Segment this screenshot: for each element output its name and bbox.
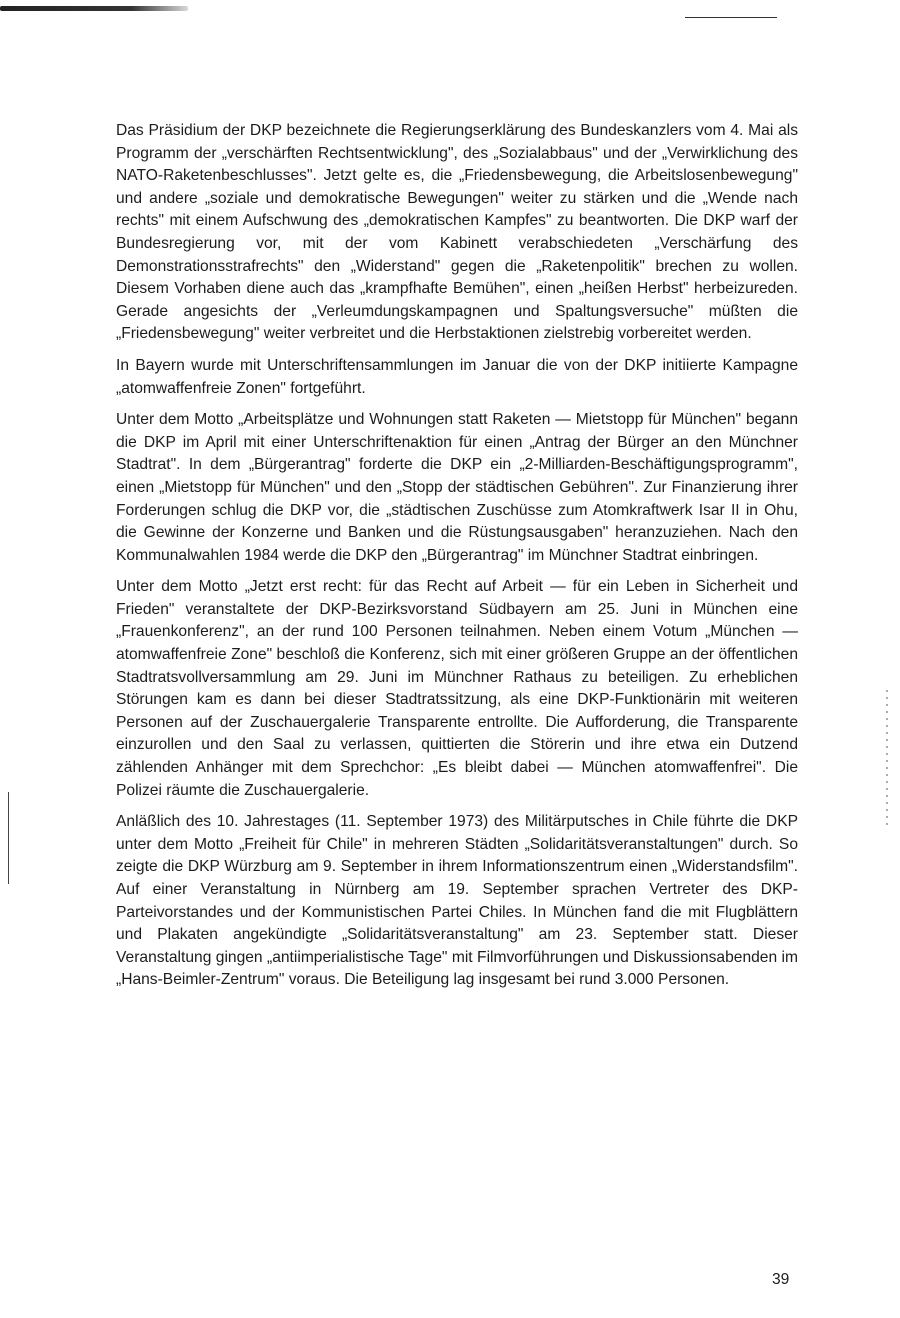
paragraph-bayern-kampagne: In Bayern wurde mit Unterschriftensammlungen im Januar die von der DKP initiierte Kampagne „atomwaffenfreie Zonen" fortgeführt. [116,356,798,397]
paragraph-frauenkonferenz: Unter dem Motto „Jetzt erst recht: für das Recht auf Arbeit — für ein Leben in Sicherheit und Frieden" veranstaltete der DKP-Bezirksvorstand Südbayern am 25. Juni in München eine „Frauenkonferenz", an der rund 100 Personen teilnahmen. Neben einem Votum „München — atomwaffenfreie Zone" beschloß die Konferenz, sich mit einer größeren Gruppe an der öffentlichen Stadtratsvollversammlung am 29. Juni im Münchner Rathaus zu beteiligen. Zu erheblichen Störungen kam es dann bei dieser Stadtratssitzung, als eine DKP-Funktionärin mit weiteren Personen auf der Zuschauergalerie Transparente entrollte. Die Aufforderung, die Transparente einzurollen und den Saal zu verlassen, quittierten die Störerin und ihre etwa ein Dutzend zählenden Anhänger mit dem Sprechchor: „Es bleibt dabei — München atomwaffenfrei". Die Polizei räumte die Zuschauergalerie. [116,578,798,799]
scan-dots-right-margin [886,690,888,825]
page-number: 39 [772,1271,790,1288]
paragraph-dkp-praesidium: Das Präsidium der DKP bezeichnete die Regierungserklärung des Bundeskanzlers vom 4. Mai als Programm der „verschärften Rechtsentwicklung", des „Sozialabbaus" und der „Verwirklichung des NATO-Raketenbeschlusses". Jetzt gelte es, die „Friedensbewegung, die Arbeitslosenbewegung" und andere „soziale und demokratische Bewegungen" weiter zu stärken und die „Wende nach rechts" mit einem Aufschwung des „demokratischen Kampfes" zu beantworten. Die DKP warf der Bundesregierung vor, mit der vom Kabinett verabschiedeten „Verschärfung des Demonstrationsstrafrechts" den „Widerstand" gegen die „Raketenpolitik" brechen zu wollen. Diesem Vorhaben diene auch das „krampfhafte Bemühen", einen „heißen Herbst" herbeizureden. Gerade angesichts der „Verleumdungskampagnen und Spaltungsversuche" müßten die „Friedensbewegung" weiter verbreitet und die Herbstaktionen zielstrebig vorbereitet werden. [116,122,798,343]
scan-mark-top-left [0,6,188,11]
margin-line-left [8,792,9,884]
scan-rule-top-right [685,17,777,18]
paragraph-muenchen-buergerantrag: Unter dem Motto „Arbeitsplätze und Wohnungen statt Raketen — Mietstopp für München" begann die DKP im April mit einer Unterschriftenaktion für einen „Antrag der Bürger an den Münchner Stadtrat". In dem „Bürgerantrag" forderte die DKP ein „2-Milliarden-Beschäftigungsprogramm", einen „Mietstopp für München" und den „Stopp der städtischen Gebühren". Zur Finanzierung ihrer Forderungen schlug die DKP vor, die „städtischen Zuschüsse zum Atomkraftwerk Isar II in Ohu, die Gewinne der Konzerne und Banken und die Rüstungsausgaben" heranzuziehen. Nach den Kommunalwahlen 1984 werde die DKP den „Bürgerantrag" im Münchner Stadtrat einbringen. [116,411,798,564]
paragraph-chile-solidaritaet: Anläßlich des 10. Jahrestages (11. September 1973) des Militärputsches in Chile führte die DKP unter dem Motto „Freiheit für Chile" in mehreren Städten „Solidaritätsveranstaltungen" durch. So zeigte die DKP Würzburg am 9. September in ihrem Informationszentrum einen „Widerstandsfilm". Auf einer Veranstaltung in Nürnberg am 19. September sprachen Vertreter des DKP-Parteivorstandes und der Kommunistischen Partei Chiles. In München fand die mit Flugblättern und Plakaten angekündigte „Solidaritätsveranstaltung" am 23. September statt. Dieser Veranstaltung gingen „antiimperialistische Tage" mit Filmvorführungen und Diskussionsabenden im „Hans-Beimler-Zentrum" voraus. Die Beteiligung lag insgesamt bei rund 3.000 Personen. [116,813,798,989]
page-body [116,120,798,1001]
